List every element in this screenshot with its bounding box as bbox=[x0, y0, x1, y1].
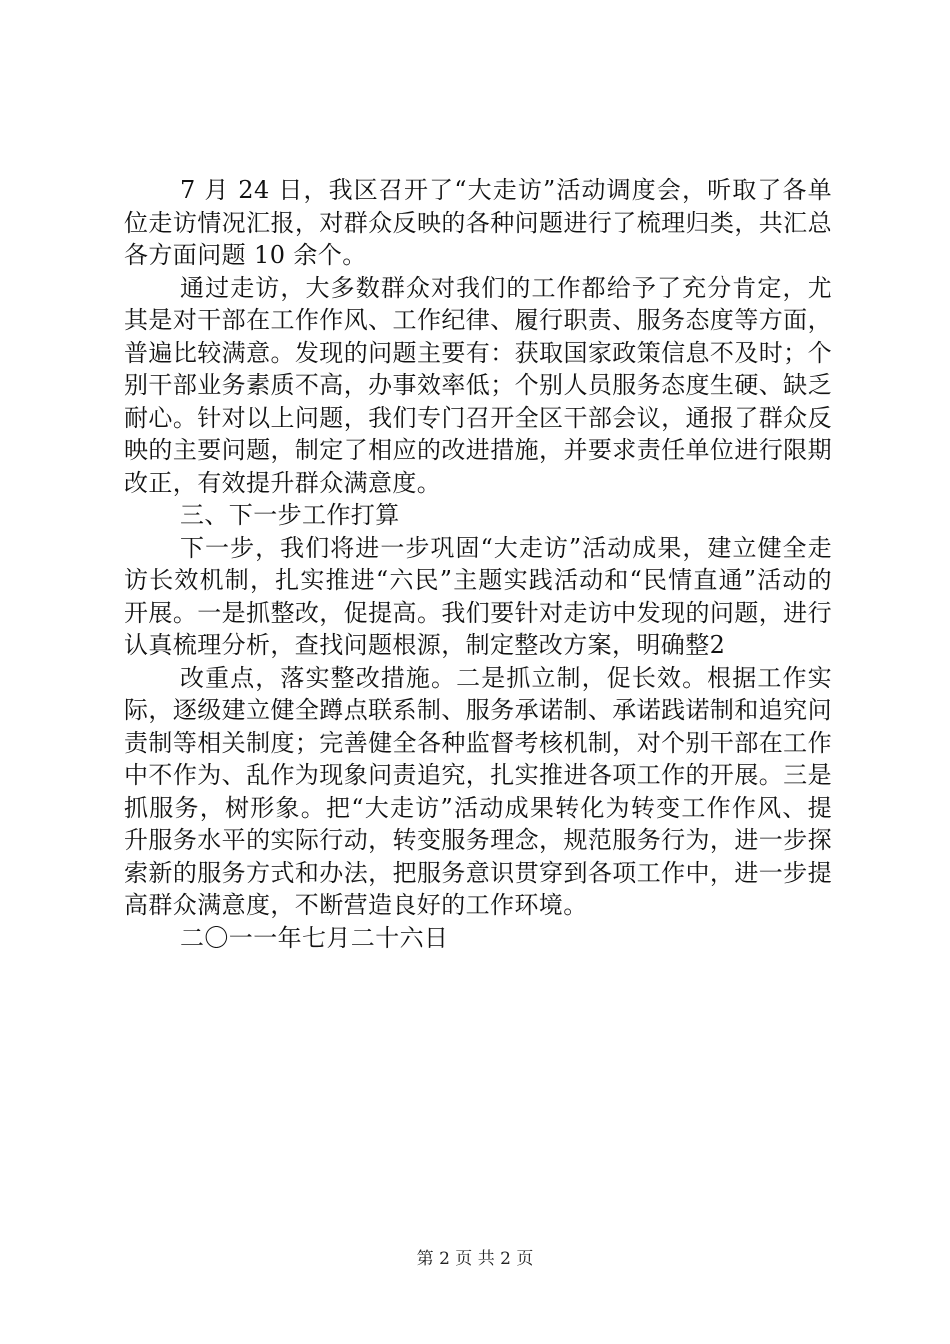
section-heading-next-steps: 三、下一步工作打算 bbox=[180, 501, 400, 529]
page-number-footer: 第 2 页 共 2 页 bbox=[416, 1249, 534, 1269]
document-body bbox=[124, 174, 832, 954]
document-date: 二〇一一年七月二十六日 bbox=[180, 923, 449, 952]
paragraph-meeting-summary: 7 月 24 日，我区召开了“大走访”活动调度会，听取了各单位走访情况汇报，对群众反映的各种问题进行了梳理归类，共汇总各方面问题 10 余个。 bbox=[124, 176, 832, 269]
paragraph-next-steps: 下一步，我们将进一步巩固“大走访”活动成果，建立健全走访长效机制，扎实推进“六民”主题实践活动和“民情直通”活动的开展。一是抓整改，促提高。我们要针对走访中发现的问题，进行认真梳理分析，查找问题根源，制定整改方案，明确整2 bbox=[124, 533, 832, 659]
paragraph-findings: 通过走访，大多数群众对我们的工作都给予了充分肯定，尤其是对干部在工作作风、工作纪律、履行职责、服务态度等方面，普遍比较满意。发现的问题主要有：获取国家政策信息不及时；个别干部业务素质不高，办事效率低；个别人员服务态度生硬、缺乏耐心。针对以上问题，我们专门召开全区干部会议，通报了群众反映的主要问题，制定了相应的改进措施，并要求责任单位进行限期改正，有效提升群众满意度。 bbox=[124, 273, 832, 497]
paragraph-measures: 改重点，落实整改措施。二是抓立制，促长效。根据工作实际，逐级建立健全蹲点联系制、服务承诺制、承诺践诺制和追究问责制等相关制度；完善健全各种监督考核机制，对个别干部在工作中不作为、乱作为现象问责追究，扎实推进各项工作的开展。三是抓服务，树形象。把“大走访”活动成果转化为转变工作作风、提升服务水平的实际行动，转变服务理念，规范服务行为，进一步探索新的服务方式和办法，把服务意识贯穿到各项工作中，进一步提高群众满意度，不断营造良好的工作环境。 bbox=[124, 663, 832, 919]
